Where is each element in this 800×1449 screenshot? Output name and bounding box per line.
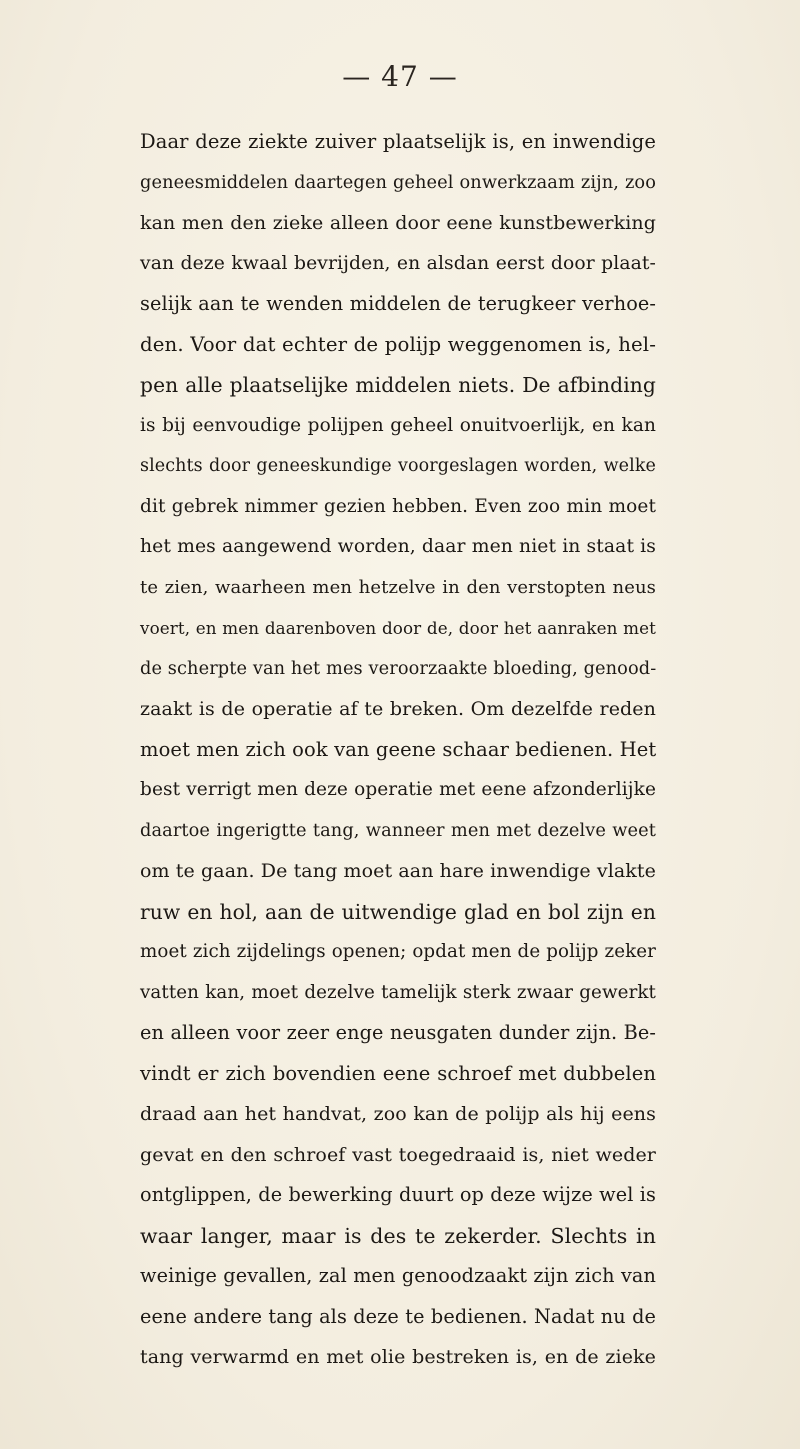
text-line: vindt er zich bovendien eene schroef met dubbelen <box>140 1061 656 1085</box>
text-line: gevat en den schroef vast toegedraaid is, niet weder <box>140 1143 656 1166</box>
text-line: Daar deze ziekte zuiver plaatselijk is, en inwendige <box>140 130 656 153</box>
text-line: het mes aangewend worden, daar men niet in staat is <box>140 536 656 557</box>
text-line: eene andere tang als deze te bedienen. Nadat nu de <box>140 1304 656 1328</box>
text-line: te zien, waarheen men hetzelve in den verstopten neus <box>140 576 656 598</box>
text-line: zaakt is de operatie af te breken. Om dezelfde reden <box>140 698 656 720</box>
text-line: moet zich zijdelings openen; opdat men de polijp zeker <box>140 941 656 962</box>
text-line: selijk aan te wenden middelen de terugkeer verhoe- <box>140 292 656 315</box>
text-line: moet men zich ook van geene schaar bedienen. Het <box>140 737 657 761</box>
text-line: daartoe ingerigtte tang, wanneer men met dezelve weet <box>140 820 656 841</box>
page-number: — 47 — <box>342 60 458 93</box>
text-line: van deze kwaal bevrijden, en alsdan eerst door plaat- <box>140 252 656 274</box>
text-line: waar langer, maar is des te zekerder. Slechts in <box>140 1223 656 1248</box>
text-line: en alleen voor zeer enge neusgaten dunder zijn. Be- <box>140 1021 656 1044</box>
text-line: ruw en hol, aan de uitwendige glad en bol zijn en <box>140 899 656 924</box>
body-text <box>140 122 656 1378</box>
text-line: om te gaan. De tang moet aan hare inwendige vlakte <box>140 860 656 882</box>
text-line: is bij eenvoudige polijpen geheel onuitvoerlijk, en kan <box>140 414 656 436</box>
text-line: voert, en men daarenboven door de, door het aanraken met <box>140 618 656 638</box>
text-line: den. Voor dat echter de polijp weggenomen is, hel- <box>140 332 656 356</box>
text-line: vatten kan, moet dezelve tamelijk sterk zwaar gewerkt <box>140 981 656 1003</box>
text-line: draad aan het handvat, zoo kan de polijp als hij eens <box>140 1103 656 1125</box>
text-line: best verrigt men deze operatie met eene afzonderlijke <box>140 779 656 800</box>
text-line: de scherpte van het mes veroorzaakte bloeding, genood- <box>140 658 657 679</box>
text-line: kan men den zieke alleen door eene kunstbewerking <box>140 212 656 234</box>
text-line: pen alle plaatselijke middelen niets. De afbinding <box>140 373 656 397</box>
text-line: geneesmiddelen daartegen geheel onwerkzaam zijn, zoo <box>140 172 656 193</box>
text-line: weinige gevallen, zal men genoodzaakt zijn zich van <box>140 1264 656 1287</box>
text-line: ontglippen, de bewerking duurt op deze wijze wel is <box>140 1183 656 1206</box>
text-line: tang verwarmd en met olie bestreken is, en de zieke <box>140 1346 656 1368</box>
text-line: slechts door geneeskundige voorgeslagen worden, welke <box>140 456 656 476</box>
text-line: dit gebrek nimmer gezien hebben. Even zoo min moet <box>140 495 656 517</box>
